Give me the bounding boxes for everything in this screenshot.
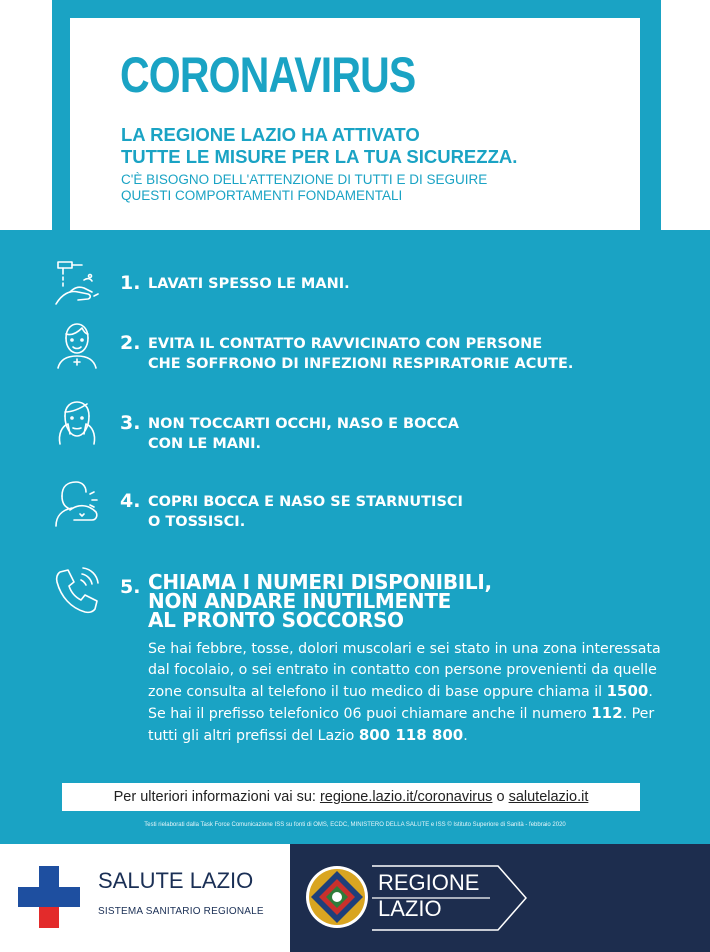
step-text: COPRI BOCCA E NASO SE STARNUTISCI O TOSSISCI. [148, 494, 463, 530]
body-text: Se hai febbre, tosse, dolori muscolari e sei stato in una zona interessata dal focolaio, o sei entrato in contatto con persone provenienti da quelle zone consulta al telefono il tuo medico di base oppure chiama il [148, 641, 661, 700]
link-regione-lazio[interactable]: regione.lazio.it/coronavirus [319, 789, 493, 805]
subtext-line-1: C'È BISOGNO DELL'ATTENZIONE DI TUTTI E DI SEGUIRE [121, 172, 488, 187]
handwash-icon [50, 256, 104, 310]
step-body [148, 639, 668, 747]
step-number: 5. [120, 576, 141, 598]
phone-number-112: 112 [591, 704, 623, 722]
step-number: 1. [120, 272, 141, 294]
page-title: CORONAVIRUS [120, 47, 416, 103]
face-touch-icon [50, 398, 104, 452]
link-salute-lazio[interactable]: salutelazio.it [508, 789, 589, 805]
body-text: . Se hai il prefisso telefonico 06 puoi chiamare anche il numero [148, 684, 653, 722]
regional-emblem-icon [304, 864, 370, 930]
sneeze-icon [50, 476, 104, 530]
body-text: . Per tutti gli altri prefissi del Lazio [148, 706, 655, 744]
cross-icon [18, 866, 80, 928]
step-text: EVITA IL CONTATTO RAVVICINATO CON PERSONE CHE SOFFRONO DI INFEZIONI RESPIRATORIE ACUTE. [148, 336, 574, 372]
info-bar [62, 783, 640, 811]
header-subtext [121, 172, 487, 204]
main-band [0, 230, 710, 844]
step-number: 3. [120, 412, 141, 434]
subtext-line-2: QUESTI COMPORTAMENTI FONDAMENTALI [121, 188, 403, 203]
regione-lazio-logo [290, 844, 710, 952]
credits: Testi rielaborati dalla Task Force Comunicazione ISS su fonti di OMS, ECDC, MINISTERO DELLA SALUTE e ISS © Istituto Superiore di Sanità - febbraio 2020 [144, 822, 566, 828]
info-connector: o [492, 789, 509, 805]
header-box [70, 18, 640, 230]
phone-number-800: 800 118 800 [358, 726, 464, 744]
step-text: LAVATI SPESSO LE MANI. [148, 276, 350, 292]
salute-lazio-logo [0, 844, 290, 952]
subtitle-line-1: LA REGIONE LAZIO HA ATTIVATO [121, 124, 420, 145]
info-prefix: Per ulteriori informazioni vai su: [113, 789, 320, 805]
phone-icon [50, 564, 104, 618]
step-number: 2. [120, 332, 141, 354]
region-name: REGIONE LAZIO [378, 870, 480, 921]
phone-number-1500: 1500 [606, 682, 649, 700]
step-number: 4. [120, 490, 141, 512]
subtitle-line-2: TUTTE LE MISURE PER LA TUA SICUREZZA. [121, 146, 518, 167]
brand-subtitle: SISTEMA SANITARIO REGIONALE [98, 906, 264, 917]
body-text: . [463, 728, 468, 744]
brand-name: SALUTE LAZIO [98, 868, 254, 893]
person-icon [50, 318, 104, 372]
header-subtitle [121, 124, 517, 168]
step-heading: CHIAMA I NUMERI DISPONIBILI, NON ANDARE INUTILMENTE AL PRONTO SOCCORSO [148, 570, 492, 632]
step-text: NON TOCCARTI OCCHI, NASO E BOCCA CON LE MANI. [148, 416, 459, 452]
